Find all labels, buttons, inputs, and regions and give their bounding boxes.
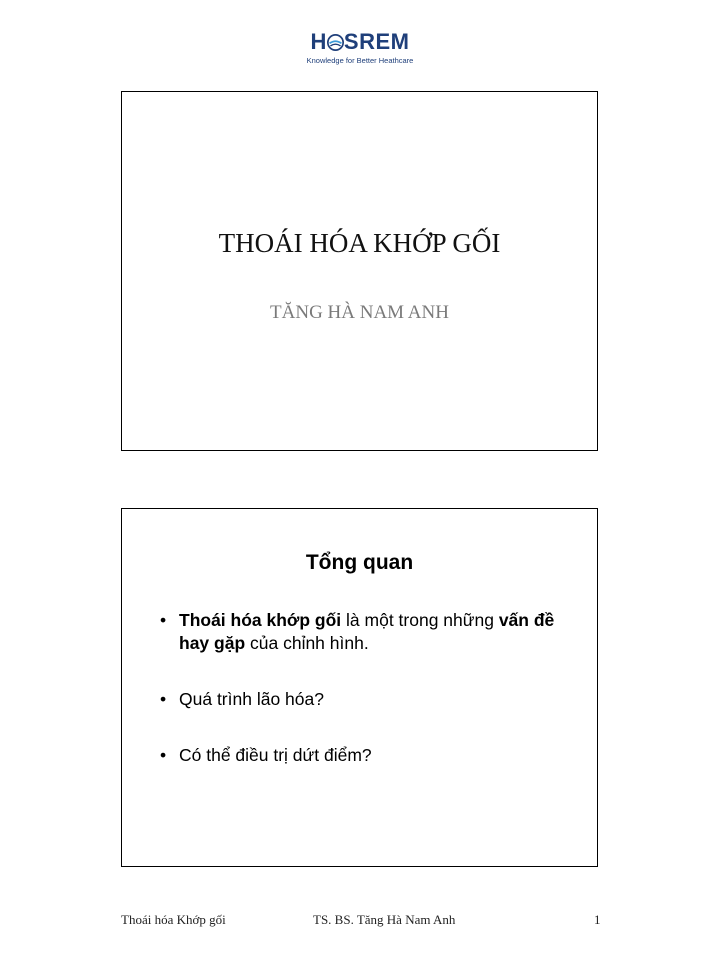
bullet-item-2: • Quá trình lão hóa?: [160, 688, 573, 711]
logo-letters-srem: SREM: [343, 29, 410, 54]
bullet1-bold-1: Thoái hóa khớp gối: [179, 610, 342, 630]
bullet-item-3: • Có thể điều trị dứt điểm?: [160, 744, 573, 767]
bullet1-bold-2: vấn đề hay gặp: [179, 610, 555, 653]
hosrem-logo: [290, 30, 430, 70]
bullet-list: [160, 609, 573, 800]
slide2-title: Tổng quan: [305, 551, 414, 574]
globe-icon: [327, 34, 344, 51]
bullet1-text-1: là một trong những: [341, 610, 499, 630]
slide1-title: THOÁI HÓA KHỚP GỐI: [218, 228, 501, 258]
bullet-item-1: [160, 609, 573, 655]
page-number: 1: [594, 912, 601, 927]
logo-letter-h: H: [310, 29, 327, 54]
footer-author: TS. BS. Tăng Hà Nam Anh: [313, 912, 456, 927]
footer-title: Thoái hóa Khớp gối: [121, 912, 226, 927]
slide-title: [121, 91, 598, 451]
slide-overview: [121, 508, 598, 867]
slide1-author: TĂNG HÀ NAM ANH: [270, 302, 449, 323]
bullet1-text-2: của chỉnh hình.: [245, 633, 369, 653]
logo-wordmark: [290, 30, 430, 54]
logo-tagline: Knowledge for Better Heathcare: [306, 56, 414, 65]
